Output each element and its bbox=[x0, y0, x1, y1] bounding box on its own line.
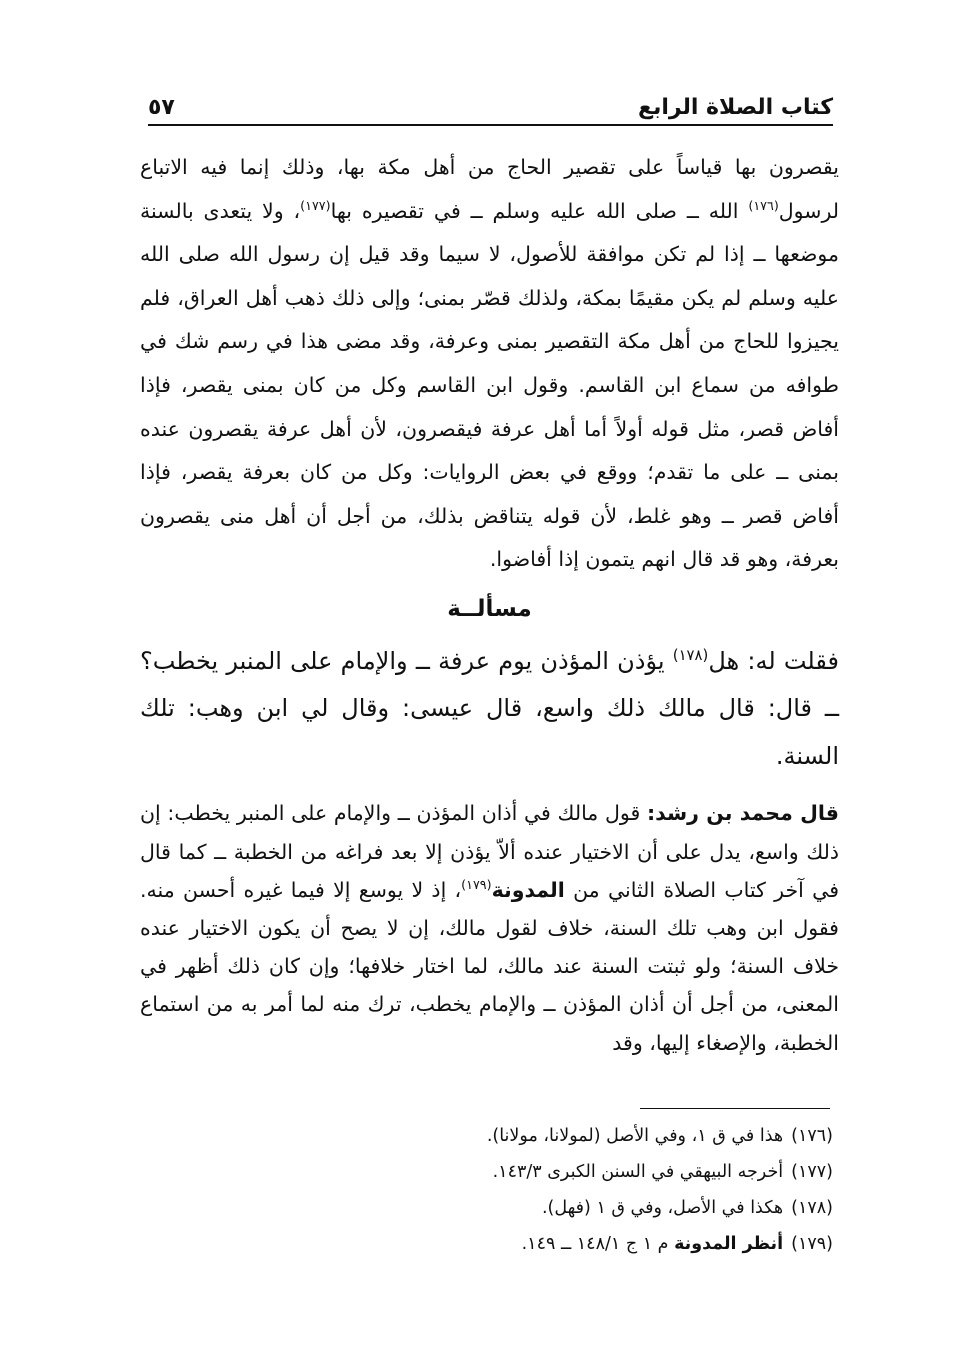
text-run: ، ولا يتعدى بالسنة موضعها ــ إذا لم تكن موافقة للأصول، لا سيما وقد قيل إن رسول الله صلى الله عليه وسلم لم يكن مقيمًا بمكة، ولذلك قصّر بمنى؛ وإلى ذلك ذهب أهل العراق، فلم يجيزوا للحاج من أهل مكة التقصير بمنى وعرفة، وقد مضى هذا في رسم شك في طوافه من سماع ابن القاسم. وقول ابن القاسم وكل من كان بمنى يقصر، فإذا أفاض قصر، مثل قوله أولاً أما أهل عرفة فيقصرون، لأن أهل عرفة يقصرون عنده بمنى ــ على ما تقدم؛ ووقع في بعض الروايات: وكل من كان بعرفة يقصر، فإذا أفاض قصر ــ وهو غلط، لأن قوله يتناقض بذلك، من أجل أن أهل منى يقصرون بعرفة، وهو قد قال انهم يتمون إذا أفاضوا. bbox=[140, 198, 839, 572]
footnote-text: هكذا في الأصل، وفي ق ١ (فهل). bbox=[541, 1198, 784, 1218]
footnote-number: (١٧٨) bbox=[791, 1198, 833, 1218]
page-number: ٥٧ bbox=[148, 95, 175, 120]
text-run: يؤذن المؤذن يوم عرفة ــ والإمام على المنبر يخطب؟ــ قال: قال مالك ذلك واسع، قال عيسى: وقال لي ابن وهب: تلك السنة. bbox=[140, 646, 839, 770]
text-run: قول مالك في أذان المؤذن ــ والإمام على المنبر يخطب: إن ذلك واسع، يدل على أن الاختيار عنده ألاّ يؤذن إلا بعد فراغه من الخطبة ــ كما قال في آخر كتاب الصلاة الثاني من bbox=[140, 801, 839, 902]
running-title: كتاب الصلاة الرابع bbox=[638, 95, 833, 120]
footnote-176 bbox=[300, 1118, 833, 1154]
footnote-text-run: م ١ ج ١٤٨/١ ــ ١٤٩. bbox=[521, 1234, 675, 1254]
footnote-divider bbox=[640, 1108, 830, 1109]
footnote-number: (١٧٦) bbox=[791, 1126, 833, 1146]
text-run: يقصرون بها قياساً على تقصير الحاج من أهل مكة بها، وذلك إنما فيه الاتباع bbox=[140, 155, 839, 179]
main-text bbox=[140, 146, 839, 1062]
footnote-179 bbox=[300, 1226, 833, 1262]
footnote-number: (١٧٩) bbox=[791, 1234, 833, 1254]
footnote-number: (١٧٧) bbox=[791, 1162, 833, 1182]
footnote-ref-178: (١٧٨) bbox=[672, 645, 709, 664]
footnote-book-name: أنظر المدونة bbox=[674, 1234, 784, 1254]
footnote-ref-179: (١٧٩) bbox=[461, 877, 492, 893]
footnotes bbox=[300, 1118, 833, 1262]
book-name: المدونة bbox=[491, 877, 565, 902]
text-run: فقلت له: هل bbox=[708, 646, 839, 675]
footnote-text: أخرجه البيهقي في السنن الكبرى ١٤٣/٣. bbox=[492, 1162, 784, 1182]
paragraph-question bbox=[140, 638, 839, 781]
footnote-177 bbox=[300, 1154, 833, 1190]
running-header bbox=[148, 86, 833, 126]
footnote-text bbox=[522, 1226, 784, 1262]
footnote-text: هذا في ق ١، وفي الأصل (لمولانا، مولانا). bbox=[486, 1126, 784, 1146]
paragraph-commentary-1 bbox=[140, 146, 839, 582]
paragraph-commentary-2 bbox=[140, 794, 839, 1061]
footnote-ref-177: (١٧٧) bbox=[300, 197, 331, 213]
text-run: ، إذ لا يوسع إلا فيما غيره أحسن منه. فقول ابن وهب تلك السنة، خلاف لقول مالك، إن لا يصح أن يكون الاختيار عنده خلاف السنة؛ ولو ثبتت السنة عند مالك، لما اختار خلافها؛ وإن كان ذلك أظهر في المعنى، من أجل أن أذان المؤذن ــ والإمام يخطب، ترك منه لما أمر به من استماع الخطبة، والإصغاء إليها، وقد bbox=[140, 877, 839, 1055]
footnote-ref-176: (١٧٦) bbox=[748, 197, 779, 213]
author-label: قال محمد بن رشد: bbox=[646, 801, 839, 826]
footnote-178 bbox=[300, 1190, 833, 1226]
section-heading: مسألــة bbox=[447, 595, 532, 622]
text-run: الله ــ صلى الله عليه وسلم ــ في تقصيره بها bbox=[330, 198, 749, 223]
text-run: لرسول bbox=[778, 198, 839, 223]
